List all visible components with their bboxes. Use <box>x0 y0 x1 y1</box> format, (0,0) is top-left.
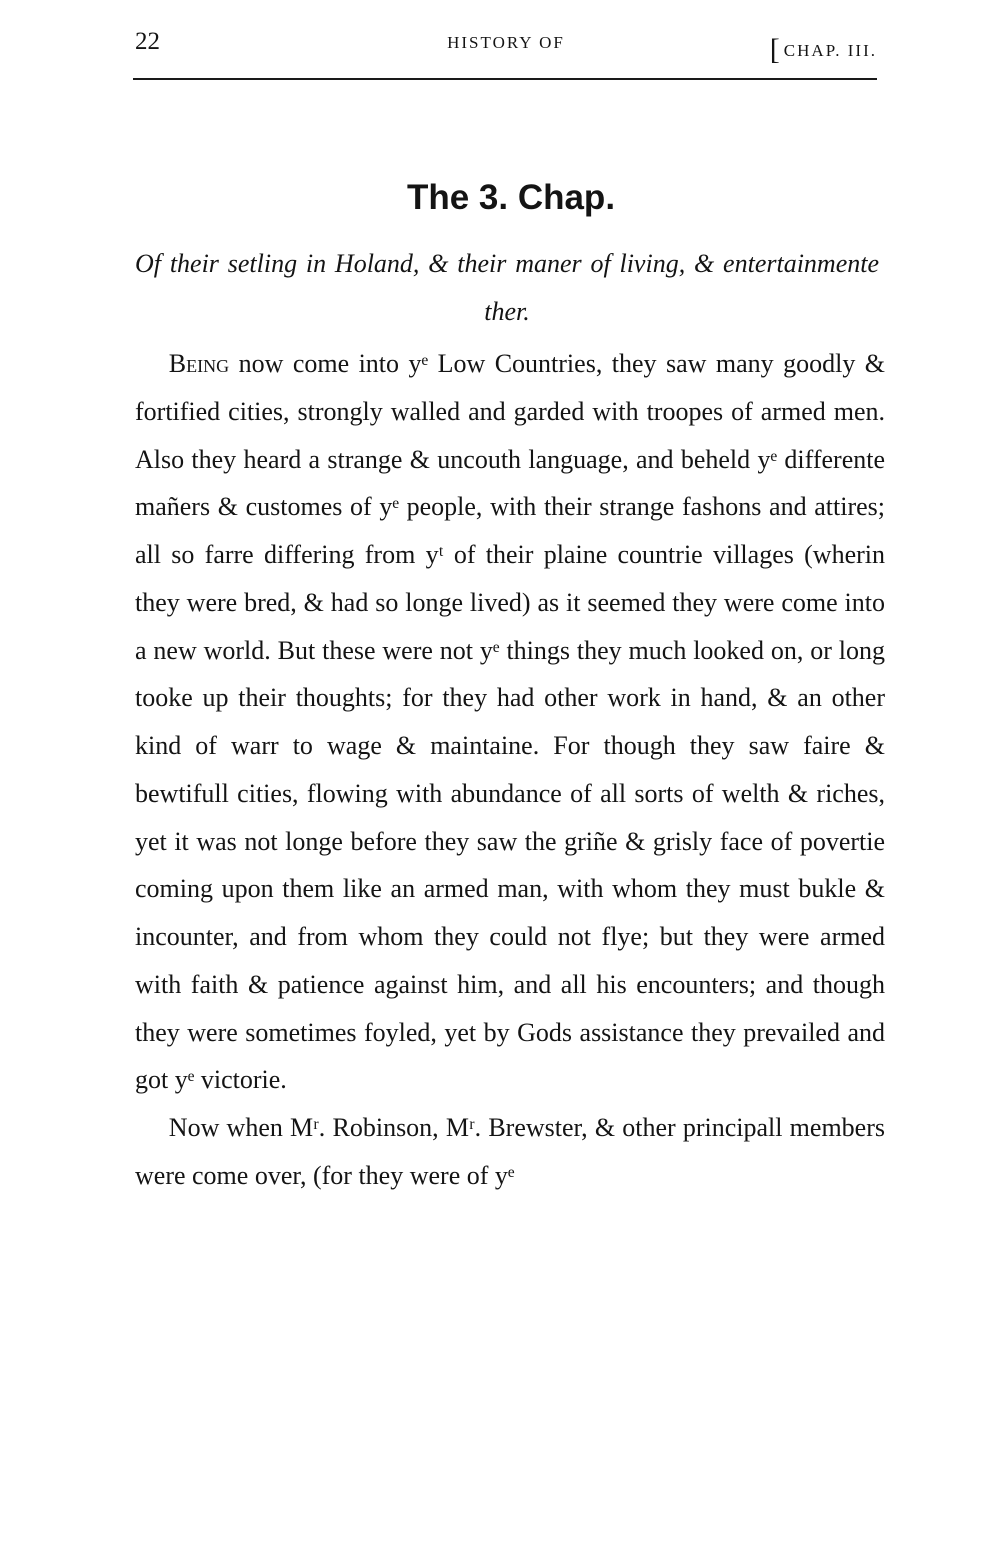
opening-word: Being <box>168 349 230 378</box>
chapter-heading: The 3. Chap. <box>406 178 616 217</box>
chapter-subtitle: Of their setling in Holand, & their maner of living, & entertainmente ther. <box>135 249 879 326</box>
chapter-reference-bracket: [ <box>769 33 782 66</box>
paragraph-text: now come into yᵉ Low Countries, they saw many goodly & fortified cities, strongly walled and garded with troopes of armed men. Also they heard a strange & uncouth language, and beheld yᵉ differente mañers & customes of yᵉ people, with their strange fashons and attires; all so farre differing from yᵗ of their plaine countrie villages (wherin they were bred, & had so longe lived) as it seemed they were come into a new world. But these were not yᵉ things they much looked on, or long tooke up their thoughts; for they had other work in hand, & an other kind of warr to wage & maintaine. For though they saw faire & bewtifull cities, flowing with abundance of all sorts of welth & riches, yet it was not longe before they saw the griñe & grisly face of povertie coming upon them like an armed man, with whom they must bukle & incounter, and from whom they could not flye; but they were armed with faith & patience against him, and all his encounters; and though they were sometimes foyled, yet by Gods assistance they prevailed and got yᵉ victorie. <box>135 349 885 1095</box>
paragraph <box>135 1104 885 1200</box>
body-text <box>135 340 885 1200</box>
running-title: HISTORY OF <box>447 33 565 52</box>
header-rule <box>133 78 877 80</box>
page-number: 22 <box>135 28 160 55</box>
chapter-reference <box>769 32 877 66</box>
chapter-reference-text: CHAP. III. <box>783 41 877 60</box>
paragraph-text: Now when Mʳ. Robinson, Mʳ. Brewster, & other principall members were come over, (for they were of yᵉ <box>135 1113 885 1190</box>
paragraph <box>135 340 885 1104</box>
running-header <box>135 28 877 64</box>
